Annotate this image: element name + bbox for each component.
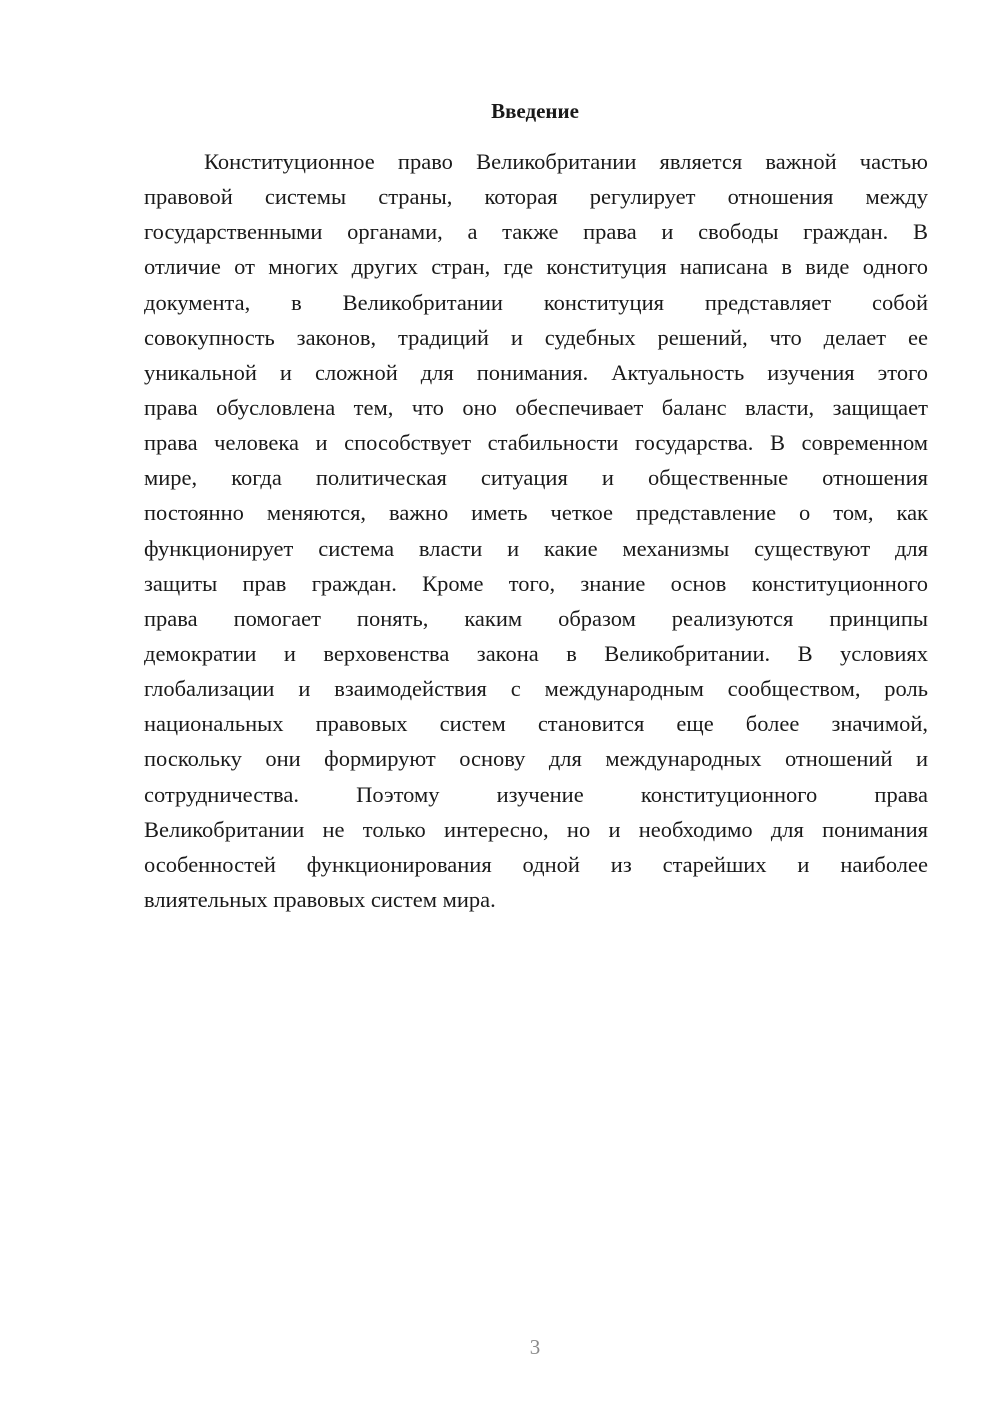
paragraph-line: права помогает понять, каким образом реализуются принципы: [144, 605, 928, 631]
paragraph-line: Великобритании не только интересно, но и необходимо для понимания: [144, 816, 928, 842]
paragraph-line: государственными органами, а также права и свободы граждан. В: [144, 219, 928, 245]
section-heading: Введение: [491, 99, 579, 123]
paragraph-line: поскольку они формируют основу для международных отношений и: [144, 746, 928, 772]
introduction-paragraph: [144, 144, 928, 917]
paragraph-line: документа, в Великобритании конституция представляет собой: [144, 289, 928, 315]
paragraph-line: Конституционное право Великобритании является важной частью: [204, 149, 928, 174]
paragraph-line: особенностей функционирования одной из старейших и наиболее: [144, 851, 928, 877]
paragraph-line: постоянно меняются, важно иметь четкое представление о том, как: [144, 500, 928, 526]
paragraph-line: сотрудничества. Поэтому изучение конституционного права: [144, 781, 928, 807]
paragraph-line: права человека и способствует стабильности государства. В современном: [144, 430, 928, 456]
paragraph-line: права обусловлена тем, что оно обеспечивает баланс власти, защищает: [144, 394, 928, 420]
paragraph-line: мире, когда политическая ситуация и общественные отношения: [144, 465, 928, 491]
paragraph-line: отличие от многих других стран, где конституция написана в виде одного: [144, 254, 928, 280]
paragraph-line: глобализации и взаимодействия с международным сообществом, роль: [144, 676, 928, 702]
paragraph-line: влиятельных правовых систем мира.: [144, 886, 496, 912]
paragraph-line: функционирует система власти и какие механизмы существуют для: [144, 535, 928, 561]
paragraph-line: правовой системы страны, которая регулирует отношения между: [144, 184, 928, 210]
page-number: 3: [529, 1335, 541, 1359]
paragraph-line: совокупность законов, традиций и судебных решений, что делает ее: [144, 324, 928, 350]
paragraph-line: демократии и верховенства закона в Великобритании. В условиях: [144, 640, 928, 666]
paragraph-line: национальных правовых систем становится еще более значимой,: [144, 711, 928, 737]
paragraph-line: защиты прав граждан. Кроме того, знание основ конституционного: [144, 570, 928, 596]
paragraph-line: уникальной и сложной для понимания. Актуальность изучения этого: [144, 359, 928, 385]
